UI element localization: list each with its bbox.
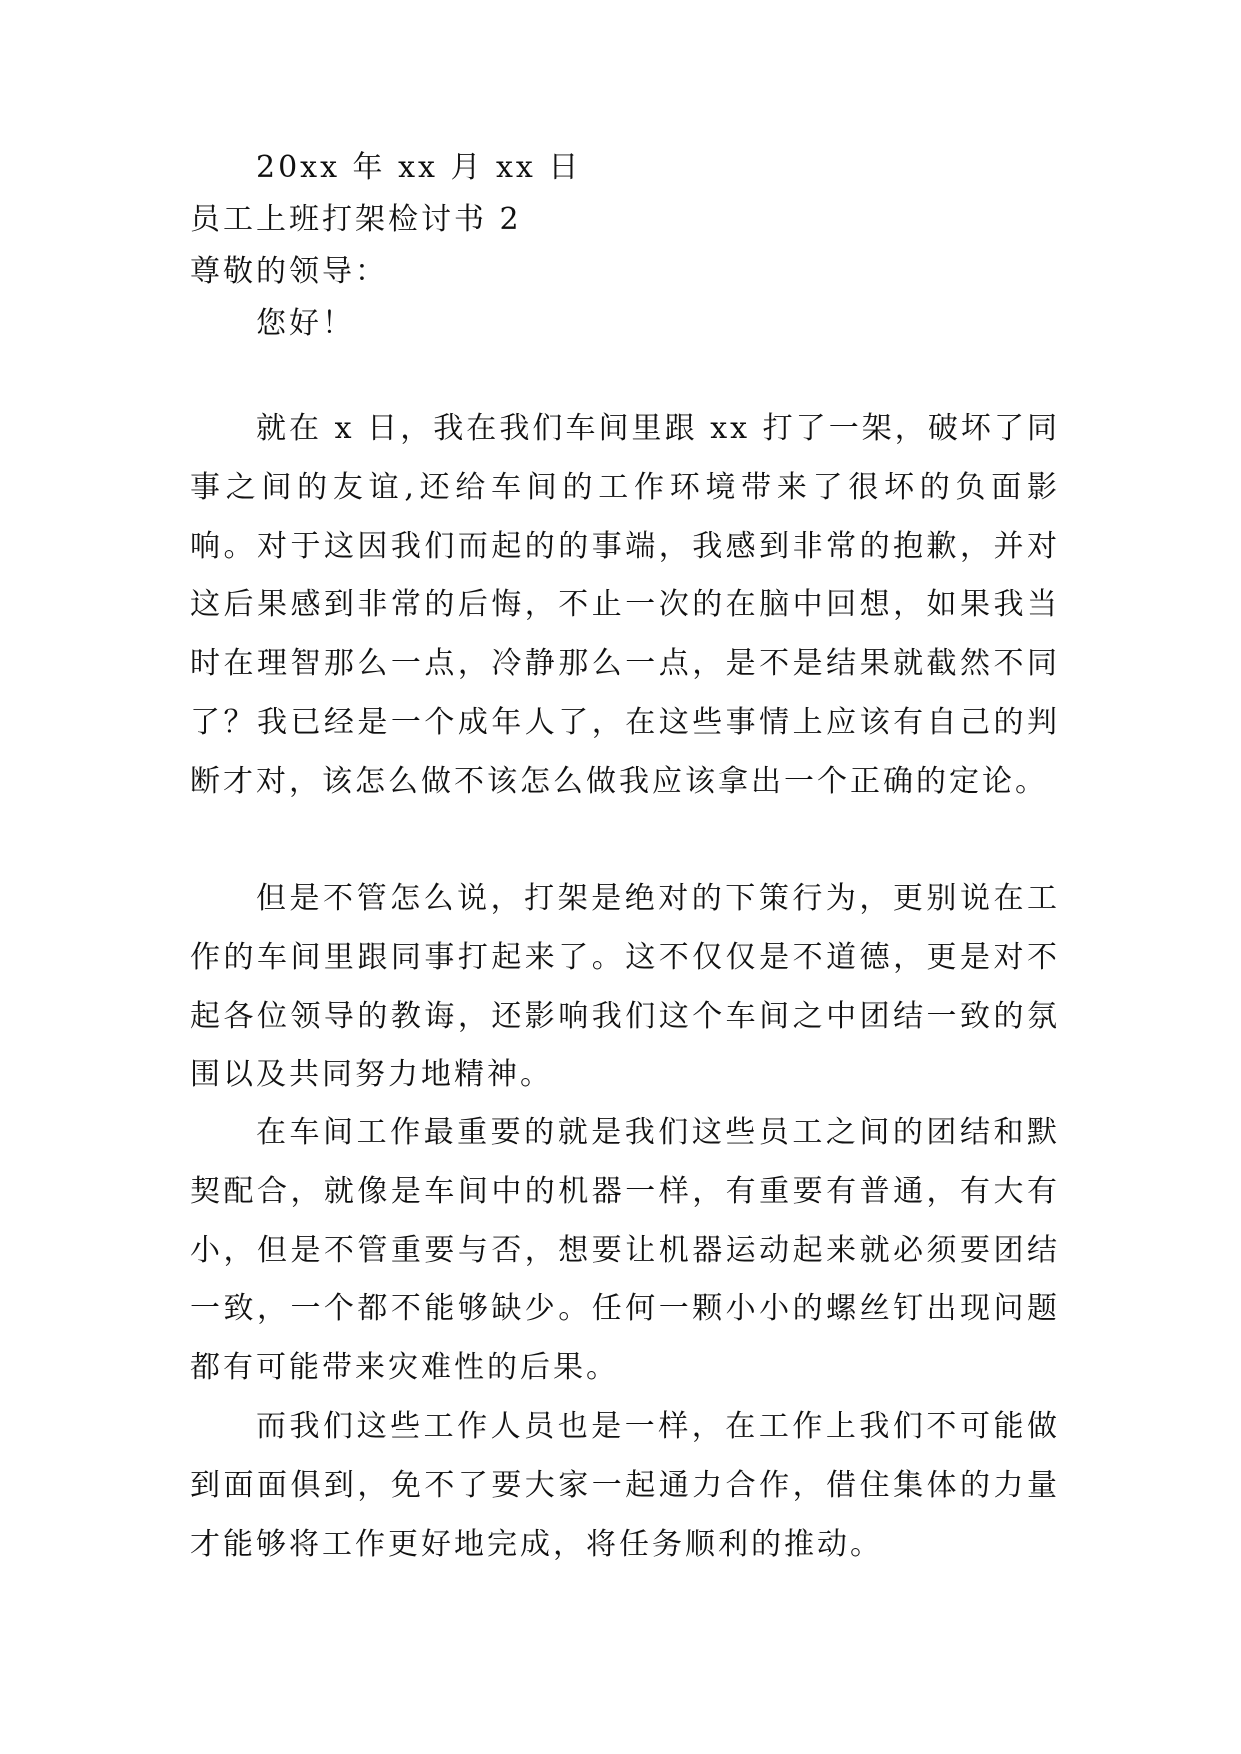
paragraph-3: 在车间工作最重要的就是我们这些员工之间的团结和默契配合，就像是车间中的机器一样，有重要有普通，有大有小，但是不管重要与否，想要让机器运动起来就必须要团结一致，一个都不能够缺少。任何一颗小小的螺丝钉出现问题都有可能带来灾难性的后果。 (190, 1115, 1060, 1386)
paragraph-1: 就在 x 日，我在我们车间里跟 xx 打了一架，破坏了同事之间的友谊,还给车间的工作环境带来了很坏的负面影响。对于这因我们而起的的事端，我感到非常的抱歉，并对这后果感到非常的后悔，不止一次的在脑中回想，如果我当时在理智那么一点，冷静那么一点，是不是结果就截然不同了？我已经是一个成年人了，在这些事情上应该有自己的判断才对，该怎么做不该怎么做我应该拿出一个正确的定论。 (190, 411, 1060, 799)
greeting: 您好！ (256, 306, 355, 341)
paragraph-2: 但是不管怎么说，打架是绝对的下策行为，更别说在工作的车间里跟同事打起来了。这不仅仅是不道德，更是对不起各位领导的教诲，还影响我们这个车间之中团结一致的氛围以及共同努力地精神。 (190, 881, 1060, 1093)
date-line: 20xx 年 xx 月 xx 日 (256, 150, 582, 185)
paragraph-4: 而我们这些工作人员也是一样，在工作上我们不可能做到面面俱到，免不了要大家一起通力合作，借住集体的力量才能够将工作更好地完成，将任务顺利的推动。 (190, 1409, 1060, 1562)
document-title: 员工上班打架检讨书 2 (190, 202, 522, 237)
salutation: 尊敬的领导： (190, 254, 388, 289)
